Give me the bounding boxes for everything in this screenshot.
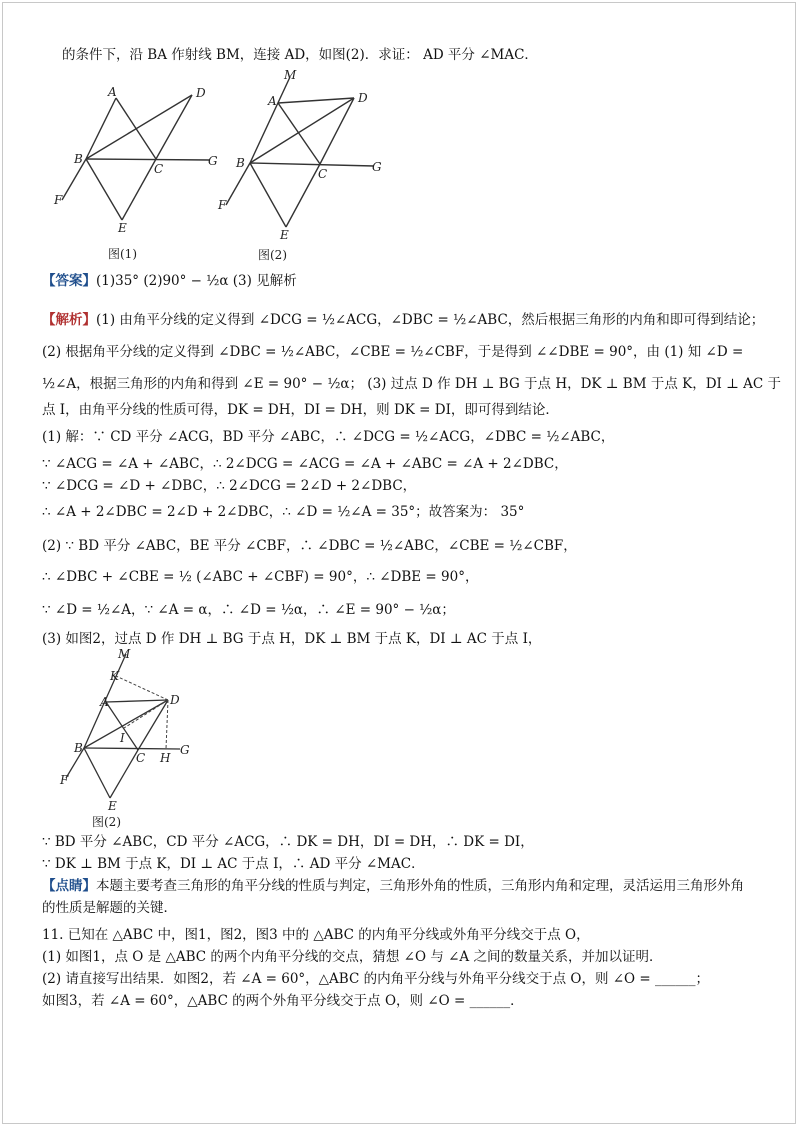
label-H3: H xyxy=(160,751,171,765)
label-B: B xyxy=(74,152,83,166)
answer-line: 【答案】(1)35° (2)90° − ½α (3) 见解析 xyxy=(42,273,297,289)
analysis-line-1: 【解析】(1) 由角平分线的定义得到 ∠DCG = ½∠ACG，∠DBC = ½∠ABC，然后根据三角形的内角和即可得到结论； xyxy=(42,312,765,328)
label-B3: B xyxy=(74,741,83,755)
label-F: F xyxy=(54,193,63,207)
question-11-line-3: (2) 请直接写出结果．如图2，若 ∠A = 60°，△ABC 的内角平分线与外角平分线交于点 O，则 ∠O = ______； xyxy=(42,971,710,987)
label-C2: C xyxy=(318,167,328,181)
label-G: G xyxy=(208,154,218,168)
solution-line-10: ∵ DK ⊥ BM 于点 K，DI ⊥ AC 于点 I，∴ AD 平分 ∠MAC． xyxy=(42,856,425,872)
label-A2: A xyxy=(268,94,277,108)
analysis-line-2: (2) 根据角平分线的定义得到 ∠DBC = ½∠ABC，∠CBE = ½∠CBF，于是得到 ∠∠DBE = 90°，由 (1) 知 ∠D = xyxy=(42,344,744,360)
label-F2: F xyxy=(218,198,227,212)
solution-line-8: (3) 如图2，过点 D 作 DH ⊥ BG 于点 H，DK ⊥ BM 于点 K，DI ⊥ AC 于点 I， xyxy=(42,631,542,647)
label-E: E xyxy=(118,221,127,235)
figure-2 xyxy=(212,65,402,265)
label-C: C xyxy=(154,162,164,176)
comment-tag: 【点睛】 xyxy=(42,878,96,894)
label-M3: M xyxy=(118,648,131,661)
label-C3: C xyxy=(136,751,146,765)
fig2-caption: 图(2) xyxy=(258,248,287,262)
label-M: M xyxy=(284,68,297,82)
label-F3: F xyxy=(60,773,69,787)
solution-line-7: ∵ ∠D = ½∠A，∵ ∠A = α，∴ ∠D = ½α，∴ ∠E = 90° − ½α； xyxy=(42,602,455,618)
analysis-line-3: ½∠A，根据三角形的内角和得到 ∠E = 90° − ½α； (3) 过点 D 作 DH ⊥ BG 于点 H，DK ⊥ BM 于点 K，DI ⊥ AC 于 xyxy=(42,376,782,392)
question-11-line-1: 11. 已知在 △ABC 中，图1，图2，图3 中的 △ABC 的内角平分线或外角平分线交于点 O， xyxy=(42,927,590,943)
answer-tag: 【答案】 xyxy=(42,273,96,289)
label-D2: D xyxy=(358,91,368,105)
question-11-line-4: 如图3，若 ∠A = 60°，△ABC 的两个外角平分线交于点 O，则 ∠O = ______． xyxy=(42,993,524,1009)
question-11-line-2: (1) 如图1，点 O 是 △ABC 的两个内角平分线的交点，猜想 ∠O 与 ∠A 之间的数量关系，并加以证明． xyxy=(42,949,663,965)
figure-3 xyxy=(56,648,206,828)
label-G3: G xyxy=(180,743,190,757)
label-K3: K xyxy=(110,669,119,683)
label-E2: E xyxy=(280,228,289,242)
comment-line-1: 【点睛】本题主要考查三角形的角平分线的性质与判定，三角形外角的性质，三角形内角和定理，灵活运用三角形外角 xyxy=(42,878,744,894)
comment-line-2: 的性质是解题的关键． xyxy=(42,900,177,916)
label-E3: E xyxy=(108,799,117,813)
solution-line-2: ∵ ∠ACG = ∠A + ∠ABC，∴ 2∠DCG = ∠ACG = ∠A + ∠ABC = ∠A + 2∠DBC， xyxy=(42,456,568,472)
analysis-line-4: 点 I，由角平分线的性质可得，DK = DH，DI = DH，则 DK = DI，即可得到结论． xyxy=(42,402,559,418)
solution-line-6: ∴ ∠DBC + ∠CBE = ½ (∠ABC + ∠CBF) = 90°，∴ ∠DBE = 90°， xyxy=(42,569,479,585)
solution-line-9: ∵ BD 平分 ∠ABC，CD 平分 ∠ACG，∴ DK = DH，DI = DH，∴ DK = DI， xyxy=(42,834,534,850)
fig3-caption: 图(2) xyxy=(92,815,121,828)
label-A: A xyxy=(108,85,117,99)
figure-1 xyxy=(48,70,228,265)
label-G2: G xyxy=(372,160,382,174)
solution-line-1: (1) 解：∵ CD 平分 ∠ACG，BD 平分 ∠ABC，∴ ∠DCG = ½∠ACG，∠DBC = ½∠ABC， xyxy=(42,429,615,445)
label-B2: B xyxy=(236,156,245,170)
label-D: D xyxy=(196,86,206,100)
solution-line-3: ∵ ∠DCG = ∠D + ∠DBC，∴ 2∠DCG = 2∠D + 2∠DBC， xyxy=(42,478,417,494)
fig1-caption: 图(1) xyxy=(108,247,137,261)
label-D3: D xyxy=(170,693,180,707)
label-A3: A xyxy=(100,695,109,709)
intro-line: 的条件下，沿 BA 作射线 BM，连接 AD，如图(2)．求证： AD 平分 ∠MAC． xyxy=(62,47,538,63)
solution-line-4: ∴ ∠A + 2∠DBC = 2∠D + 2∠DBC，∴ ∠D = ½∠A = 35°；故答案为： 35° xyxy=(42,504,525,520)
label-I3: I xyxy=(120,731,125,745)
analysis-tag: 【解析】 xyxy=(42,312,96,328)
solution-line-5: (2) ∵ BD 平分 ∠ABC，BE 平分 ∠CBF，∴ ∠DBC = ½∠ABC，∠CBE = ½∠CBF， xyxy=(42,538,577,554)
